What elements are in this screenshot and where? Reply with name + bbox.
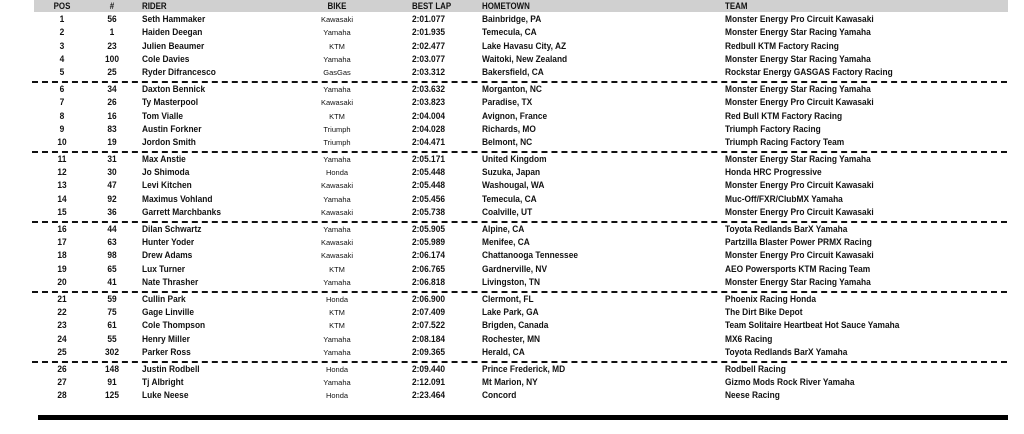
pos-cell: 25 — [57, 346, 67, 358]
hometown-cell: Herald, CA — [482, 346, 525, 358]
best-lap-cell: 2:05.989 — [412, 237, 446, 248]
table-row — [0, 27, 1024, 40]
pos-cell: 9 — [59, 123, 65, 135]
table-row — [0, 347, 1024, 360]
table-row — [0, 250, 1024, 263]
number-cell: 148 — [105, 363, 119, 375]
table-row — [0, 320, 1024, 333]
rider-cell: Luke Neese — [142, 390, 189, 402]
group-divider — [32, 291, 1007, 293]
bike-cell: Kawasaki — [320, 181, 354, 191]
pos-cell: 19 — [57, 263, 67, 275]
pos-cell: 18 — [57, 250, 67, 262]
pos-cell: 8 — [59, 110, 65, 122]
hometown-cell: Temecula, CA — [482, 27, 537, 39]
rider-cell: Haiden Deegan — [142, 27, 203, 39]
team-cell: Neese Racing — [725, 390, 780, 402]
table-row — [0, 97, 1024, 110]
number-cell: 100 — [105, 53, 119, 65]
best-lap-cell: 2:05.171 — [412, 153, 446, 165]
hometown-cell: Paradise, TX — [482, 97, 533, 109]
rider-cell: Max Anstie — [142, 153, 186, 165]
bike-cell: Kawasaki — [320, 251, 354, 261]
table-row — [0, 67, 1024, 80]
group-divider — [32, 81, 1007, 83]
hometown-cell: Concord — [482, 390, 517, 402]
pos-cell: 23 — [57, 320, 67, 332]
rider-cell: Justin Rodbell — [142, 363, 200, 375]
header-row — [0, 0, 1024, 12]
bike-cell: Yamaha — [323, 84, 351, 94]
pos-cell: 5 — [59, 67, 65, 79]
team-cell: Redbull KTM Factory Racing — [725, 40, 839, 52]
pos-cell: 7 — [59, 97, 65, 109]
rider-cell: Cole Davies — [142, 53, 190, 65]
hometown-cell: Morganton, NC — [482, 83, 542, 95]
bottom-rule — [38, 415, 1008, 420]
team-cell: Monster Energy Pro Circuit Kawasaki — [725, 14, 874, 25]
rider-cell: Tom Vialle — [142, 110, 184, 122]
best-lap-cell: 2:05.905 — [412, 223, 446, 235]
number-cell: 36 — [107, 207, 117, 218]
pos-cell: 4 — [59, 53, 65, 65]
pos-cell: 14 — [57, 193, 67, 205]
best-lap-cell: 2:03.312 — [412, 67, 446, 79]
header-number: # — [109, 1, 115, 11]
team-cell: Partzilla Blaster Power PRMX Racing — [725, 237, 872, 248]
bike-cell: GasGas — [323, 68, 351, 78]
table-row — [0, 54, 1024, 67]
best-lap-cell: 2:03.077 — [412, 53, 446, 65]
hometown-cell: Clermont, FL — [482, 293, 534, 305]
table-row — [0, 364, 1024, 377]
pos-cell: 13 — [57, 180, 67, 192]
bike-cell: Yamaha — [323, 194, 351, 204]
pos-cell: 20 — [57, 276, 67, 288]
rider-cell: Dilan Schwartz — [142, 223, 202, 235]
table-row — [0, 41, 1024, 54]
team-cell: Monster Energy Pro Circuit Kawasaki — [725, 180, 874, 192]
table-row — [0, 180, 1024, 193]
number-cell: 34 — [107, 83, 117, 95]
number-cell: 41 — [107, 276, 117, 288]
table-row — [0, 194, 1024, 207]
number-cell: 61 — [107, 320, 117, 332]
number-cell: 31 — [107, 153, 117, 165]
best-lap-cell: 2:06.818 — [412, 276, 446, 288]
best-lap-cell: 2:04.028 — [412, 123, 446, 135]
table-row — [0, 137, 1024, 150]
team-cell: Monster Energy Star Racing Yamaha — [725, 83, 871, 95]
team-cell: The Dirt Bike Depot — [725, 306, 803, 318]
hometown-cell: Menifee, CA — [482, 237, 530, 248]
team-cell: Monster Energy Pro Circuit Kawasaki — [725, 250, 874, 262]
bike-cell: Yamaha — [323, 347, 351, 357]
team-cell: Phoenix Racing Honda — [725, 293, 817, 305]
bike-cell: Kawasaki — [320, 238, 354, 247]
best-lap-cell: 2:04.471 — [412, 137, 446, 149]
bike-cell: Yamaha — [323, 54, 351, 64]
rider-cell: Henry Miller — [142, 333, 190, 345]
best-lap-cell: 2:05.448 — [412, 180, 446, 192]
table-row — [0, 307, 1024, 320]
rider-cell: Drew Adams — [142, 250, 193, 262]
hometown-cell: Washougal, WA — [482, 180, 545, 192]
header-hometown: HOMETOWN — [482, 1, 530, 11]
bike-cell: Yamaha — [323, 224, 351, 234]
bike-cell: Yamaha — [323, 334, 351, 344]
pos-cell: 16 — [57, 223, 67, 235]
table-row — [0, 377, 1024, 390]
rider-cell: Jo Shimoda — [142, 167, 190, 179]
hometown-cell: Richards, MO — [482, 123, 536, 135]
hometown-cell: Chattanooga Tennessee — [482, 250, 579, 262]
bike-cell: Yamaha — [323, 377, 351, 387]
pos-cell: 11 — [57, 153, 67, 165]
number-cell: 47 — [107, 180, 117, 192]
number-cell: 83 — [107, 123, 117, 135]
pos-cell: 26 — [57, 363, 67, 375]
table-row — [0, 277, 1024, 290]
bike-cell: KTM — [329, 307, 345, 317]
table-row — [0, 334, 1024, 347]
bike-cell: Honda — [325, 364, 349, 374]
number-cell: 1 — [109, 27, 115, 39]
bike-cell: Honda — [325, 391, 349, 401]
best-lap-cell: 2:02.477 — [412, 40, 446, 52]
number-cell: 55 — [107, 333, 117, 345]
rider-cell: Ty Masterpool — [142, 97, 199, 109]
number-cell: 56 — [107, 14, 117, 25]
hometown-cell: Alpine, CA — [482, 223, 525, 235]
rider-cell: Parker Ross — [142, 346, 191, 358]
header-bike: BIKE — [327, 1, 347, 11]
hometown-cell: Temecula, CA — [482, 193, 537, 205]
bike-cell: Triumph — [323, 138, 351, 148]
bike-cell: KTM — [329, 111, 345, 121]
number-cell: 30 — [107, 167, 117, 179]
rider-cell: Levi Kitchen — [142, 180, 192, 192]
rider-cell: Hunter Yoder — [142, 237, 195, 248]
best-lap-cell: 2:05.448 — [412, 167, 446, 179]
hometown-cell: Belmont, NC — [482, 137, 533, 149]
group-divider — [32, 361, 1007, 363]
pos-cell: 22 — [57, 306, 67, 318]
number-cell: 91 — [107, 376, 117, 388]
hometown-cell: United Kingdom — [482, 153, 547, 165]
bike-cell: Yamaha — [323, 154, 351, 164]
bike-cell: Triumph — [323, 124, 351, 134]
hometown-cell: Bainbridge, PA — [482, 14, 542, 25]
best-lap-cell: 2:05.738 — [412, 207, 446, 218]
rider-cell: Gage Linville — [142, 306, 195, 318]
best-lap-cell: 2:08.184 — [412, 333, 446, 345]
table-row — [0, 224, 1024, 237]
best-lap-cell: 2:05.456 — [412, 193, 446, 205]
team-cell: Rodbell Racing — [725, 363, 786, 375]
best-lap-cell: 2:06.900 — [412, 293, 446, 305]
best-lap-cell: 2:01.935 — [412, 27, 446, 39]
table-row — [0, 84, 1024, 97]
best-lap-cell: 2:06.174 — [412, 250, 446, 262]
number-cell: 25 — [107, 67, 117, 79]
team-cell: MX6 Racing — [725, 333, 773, 345]
hometown-cell: Bakersfield, CA — [482, 67, 544, 79]
best-lap-cell: 2:06.765 — [412, 263, 446, 275]
rider-cell: Austin Forkner — [142, 123, 202, 135]
best-lap-cell: 2:03.632 — [412, 83, 446, 95]
table-row — [0, 167, 1024, 180]
hometown-cell: Livingston, TN — [482, 276, 541, 288]
number-cell: 59 — [107, 293, 117, 305]
table-row — [0, 294, 1024, 307]
best-lap-cell: 2:04.004 — [412, 110, 446, 122]
hometown-cell: Avignon, France — [482, 110, 548, 122]
best-lap-cell: 2:01.077 — [412, 14, 446, 25]
header-best-lap: BEST LAP — [412, 1, 452, 11]
pos-cell: 15 — [57, 207, 67, 218]
rider-cell: Julien Beaumer — [142, 40, 205, 52]
team-cell: Monster Energy Star Racing Yamaha — [725, 53, 871, 65]
team-cell: Triumph Factory Racing — [725, 123, 821, 135]
bike-cell: Kawasaki — [320, 98, 354, 108]
rider-cell: Cole Thompson — [142, 320, 206, 332]
bike-cell: KTM — [329, 321, 345, 331]
hometown-cell: Coalville, UT — [482, 207, 533, 218]
number-cell: 98 — [107, 250, 117, 262]
table-row — [0, 264, 1024, 277]
best-lap-cell: 2:12.091 — [412, 376, 446, 388]
best-lap-cell: 2:07.409 — [412, 306, 446, 318]
team-cell: Gizmo Mods Rock River Yamaha — [725, 376, 855, 388]
team-cell: Rockstar Energy GASGAS Factory Racing — [725, 67, 893, 79]
team-cell: Honda HRC Progressive — [725, 167, 822, 179]
rider-cell: Ryder Difrancesco — [142, 67, 216, 79]
hometown-cell: Suzuka, Japan — [482, 167, 541, 179]
bike-cell: Kawasaki — [320, 15, 354, 24]
table-row — [0, 237, 1024, 250]
number-cell: 23 — [107, 40, 117, 52]
header-team: TEAM — [725, 1, 748, 11]
best-lap-cell: 2:09.365 — [412, 346, 446, 358]
pos-cell: 28 — [57, 390, 67, 402]
number-cell: 125 — [105, 390, 119, 402]
best-lap-cell: 2:23.464 — [412, 390, 446, 402]
pos-cell: 2 — [59, 27, 65, 39]
group-divider — [32, 221, 1007, 223]
team-cell: AEO Powersports KTM Racing Team — [725, 263, 871, 275]
rider-cell: Cullin Park — [142, 293, 186, 305]
number-cell: 16 — [107, 110, 117, 122]
bike-cell: Yamaha — [323, 28, 351, 38]
table-row — [0, 111, 1024, 124]
best-lap-cell: 2:07.522 — [412, 320, 446, 332]
hometown-cell: Waitoki, New Zealand — [482, 53, 568, 65]
header-pos: POS — [53, 1, 71, 11]
bike-cell: KTM — [329, 264, 345, 274]
rider-cell: Tj Albright — [142, 376, 184, 388]
bike-cell: Kawasaki — [320, 208, 354, 217]
pos-cell: 3 — [59, 40, 65, 52]
number-cell: 19 — [107, 137, 117, 149]
team-cell: Monster Energy Star Racing Yamaha — [725, 276, 871, 288]
pos-cell: 6 — [59, 83, 65, 95]
pos-cell: 24 — [57, 333, 67, 345]
hometown-cell: Brigden, Canada — [482, 320, 549, 332]
pos-cell: 10 — [57, 137, 67, 149]
rider-cell: Nate Thrasher — [142, 276, 199, 288]
team-cell: Monster Energy Star Racing Yamaha — [725, 153, 871, 165]
team-cell: Triumph Racing Factory Team — [725, 137, 845, 149]
hometown-cell: Rochester, MN — [482, 333, 541, 345]
rider-cell: Maximus Vohland — [142, 193, 213, 205]
team-cell: Toyota Redlands BarX Yamaha — [725, 223, 848, 235]
hometown-cell: Prince Frederick, MD — [482, 363, 566, 375]
bike-cell: Yamaha — [323, 277, 351, 287]
hometown-cell: Mt Marion, NY — [482, 376, 538, 388]
hometown-cell: Lake Havasu City, AZ — [482, 40, 567, 52]
table-row — [0, 207, 1024, 220]
bike-cell: KTM — [329, 41, 345, 51]
bike-cell: Honda — [325, 294, 349, 304]
team-cell: Monster Energy Pro Circuit Kawasaki — [725, 97, 874, 109]
number-cell: 75 — [107, 306, 117, 318]
team-cell: Team Solitaire Heartbeat Hot Sauce Yamaha — [725, 320, 900, 332]
hometown-cell: Lake Park, GA — [482, 306, 539, 318]
best-lap-cell: 2:03.823 — [412, 97, 446, 109]
number-cell: 302 — [105, 346, 119, 358]
best-lap-cell: 2:09.440 — [412, 363, 446, 375]
number-cell: 26 — [107, 97, 117, 109]
table-row — [0, 390, 1024, 403]
team-cell: Red Bull KTM Factory Racing — [725, 110, 843, 122]
number-cell: 44 — [107, 223, 117, 235]
rider-cell: Lux Turner — [142, 263, 186, 275]
rider-cell: Garrett Marchbanks — [142, 207, 221, 218]
rider-cell: Daxton Bennick — [142, 83, 206, 95]
pos-cell: 1 — [59, 14, 65, 25]
pos-cell: 27 — [57, 376, 67, 388]
table-row — [0, 14, 1024, 27]
pos-cell: 21 — [57, 293, 67, 305]
team-cell: Toyota Redlands BarX Yamaha — [725, 346, 848, 358]
rider-cell: Seth Hammaker — [142, 14, 206, 25]
number-cell: 63 — [107, 237, 117, 248]
table-row — [0, 124, 1024, 137]
number-cell: 65 — [107, 263, 117, 275]
header-rider: RIDER — [142, 1, 167, 11]
number-cell: 92 — [107, 193, 117, 205]
hometown-cell: Gardnerville, NV — [482, 263, 548, 275]
rider-cell: Jordon Smith — [142, 137, 196, 149]
group-divider — [32, 151, 1007, 153]
pos-cell: 12 — [57, 167, 67, 179]
team-cell: Muc-Off/FXR/ClubMX Yamaha — [725, 193, 843, 205]
team-cell: Monster Energy Pro Circuit Kawasaki — [725, 207, 874, 218]
table-row — [0, 154, 1024, 167]
bike-cell: Honda — [325, 168, 349, 178]
pos-cell: 17 — [57, 237, 67, 248]
team-cell: Monster Energy Star Racing Yamaha — [725, 27, 871, 39]
